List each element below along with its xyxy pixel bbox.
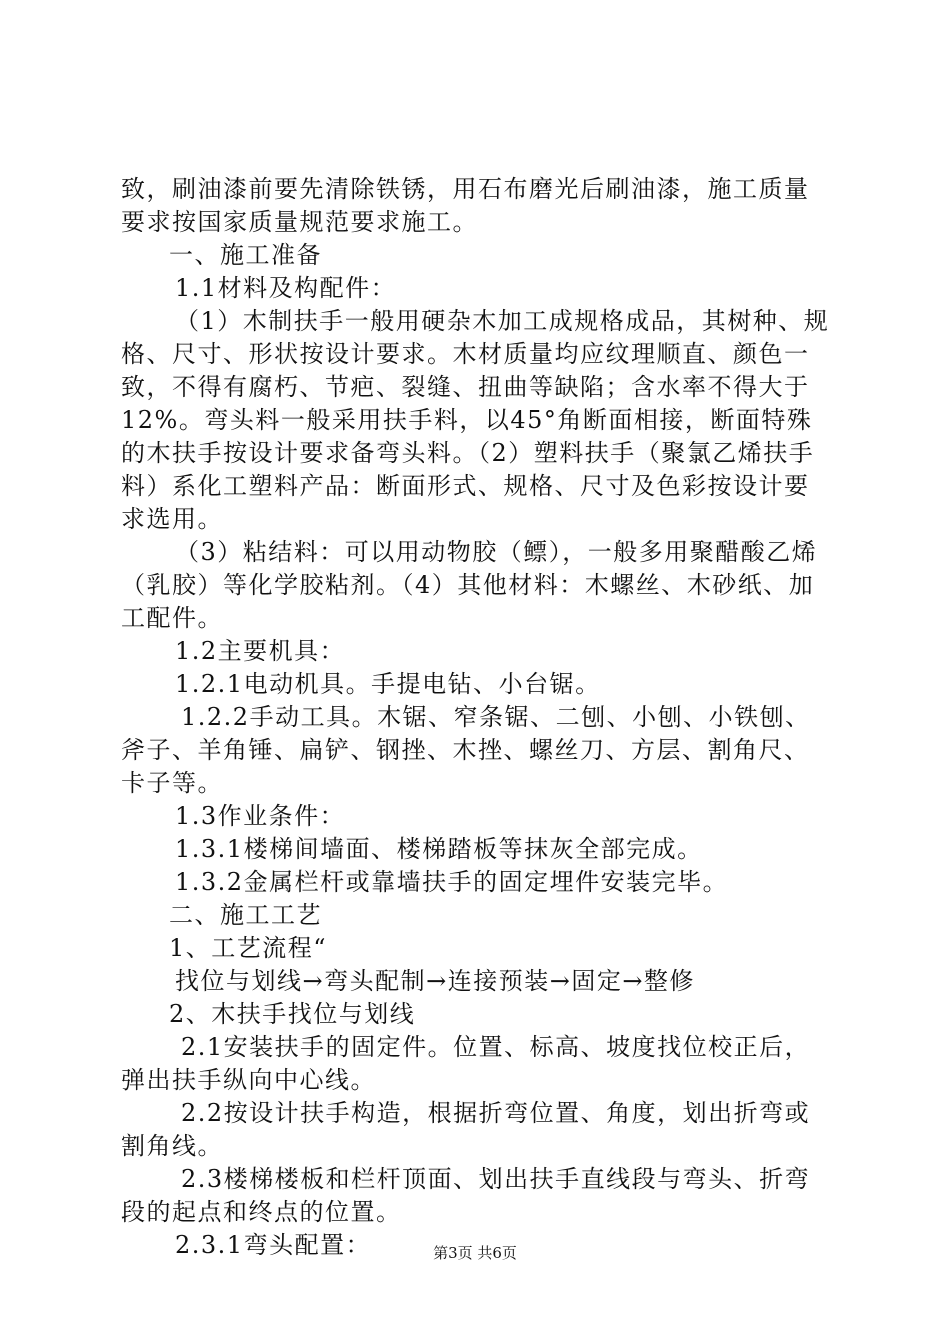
page-footer: 第3页 共6页 bbox=[433, 1244, 517, 1262]
paragraph-line: 要求按国家质量规范要求施工。 bbox=[121, 208, 478, 236]
paragraph-line: 12%。弯头料一般采用扶手料，以45°角断面相接，断面特殊 bbox=[121, 406, 813, 434]
paragraph-line: 二、施工工艺 bbox=[169, 901, 322, 929]
paragraph-line: （乳胶）等化学胶粘剂。（4）其他材料：木螺丝、木砂纸、加 bbox=[121, 571, 815, 599]
paragraph-line: 找位与划线→弯头配制→连接预装→固定→整修 bbox=[175, 967, 695, 995]
paragraph-line: 1.3.2金属栏杆或靠墙扶手的固定埋件安装完毕。 bbox=[175, 868, 729, 896]
paragraph-line: 卡子等。 bbox=[121, 769, 223, 797]
paragraph-line: （3）粘结料：可以用动物胶（鳔），一般多用聚醋酸乙烯 bbox=[175, 538, 818, 566]
paragraph-line: 2.1安装扶手的固定件。位置、标高、坡度找位校正后， bbox=[181, 1033, 811, 1061]
paragraph-line: 一、施工准备 bbox=[169, 241, 322, 269]
paragraph-line: 1.3.1楼梯间墙面、楼梯踏板等抹灰全部完成。 bbox=[175, 835, 703, 863]
paragraph-line: 2.2按设计扶手构造，根据折弯位置、角度，划出折弯或 bbox=[181, 1099, 811, 1127]
document-body bbox=[121, 173, 841, 1262]
paragraph-line: 求选用。 bbox=[121, 505, 223, 533]
paragraph-line: 1.3作业条件： bbox=[175, 802, 346, 830]
paragraph-line: 1、工艺流程“ bbox=[169, 934, 328, 962]
paragraph-line: 格、尺寸、形状按设计要求。木材质量均应纹理顺直、颜色一 bbox=[121, 340, 810, 368]
paragraph-line: 致，刷油漆前要先清除铁锈，用石布磨光后刷油漆，施工质量 bbox=[121, 175, 810, 203]
paragraph-line: 弹出扶手纵向中心线。 bbox=[121, 1066, 376, 1094]
paragraph-line: 的木扶手按设计要求备弯头料。（2）塑料扶手（聚氯乙烯扶手 bbox=[121, 439, 815, 467]
paragraph-line: 斧子、羊角锤、扁铲、钢挫、木挫、螺丝刀、方层、割角尺、 bbox=[121, 736, 810, 764]
paragraph-line: 1.2.2手动工具。木锯、窄条锯、二刨、小刨、小铁刨、 bbox=[181, 703, 811, 731]
paragraph-line: 2.3.1弯头配置： bbox=[175, 1231, 372, 1259]
paragraph-line: 1.1材料及构配件： bbox=[175, 274, 397, 302]
paragraph-line: 工配件。 bbox=[121, 604, 223, 632]
paragraph-line: 1.2.1电动机具。手提电钻、小台锯。 bbox=[175, 670, 601, 698]
paragraph-line: （1）木制扶手一般用硬杂木加工成规格成品，其树种、规 bbox=[175, 307, 830, 335]
paragraph-line: 致，不得有腐朽、节疤、裂缝、扭曲等缺陷；含水率不得大于 bbox=[121, 373, 810, 401]
paragraph-line: 割角线。 bbox=[121, 1132, 223, 1160]
paragraph-line: 1.2主要机具： bbox=[175, 637, 346, 665]
paragraph-line: 段的起点和终点的位置。 bbox=[121, 1198, 402, 1226]
paragraph-line: 2、木扶手找位与划线 bbox=[169, 1000, 416, 1028]
paragraph-line: 料）系化工塑料产品：断面形式、规格、尺寸及色彩按设计要 bbox=[121, 472, 810, 500]
paragraph-line: 2.3楼梯楼板和栏杆顶面、划出扶手直线段与弯头、折弯 bbox=[181, 1165, 811, 1193]
